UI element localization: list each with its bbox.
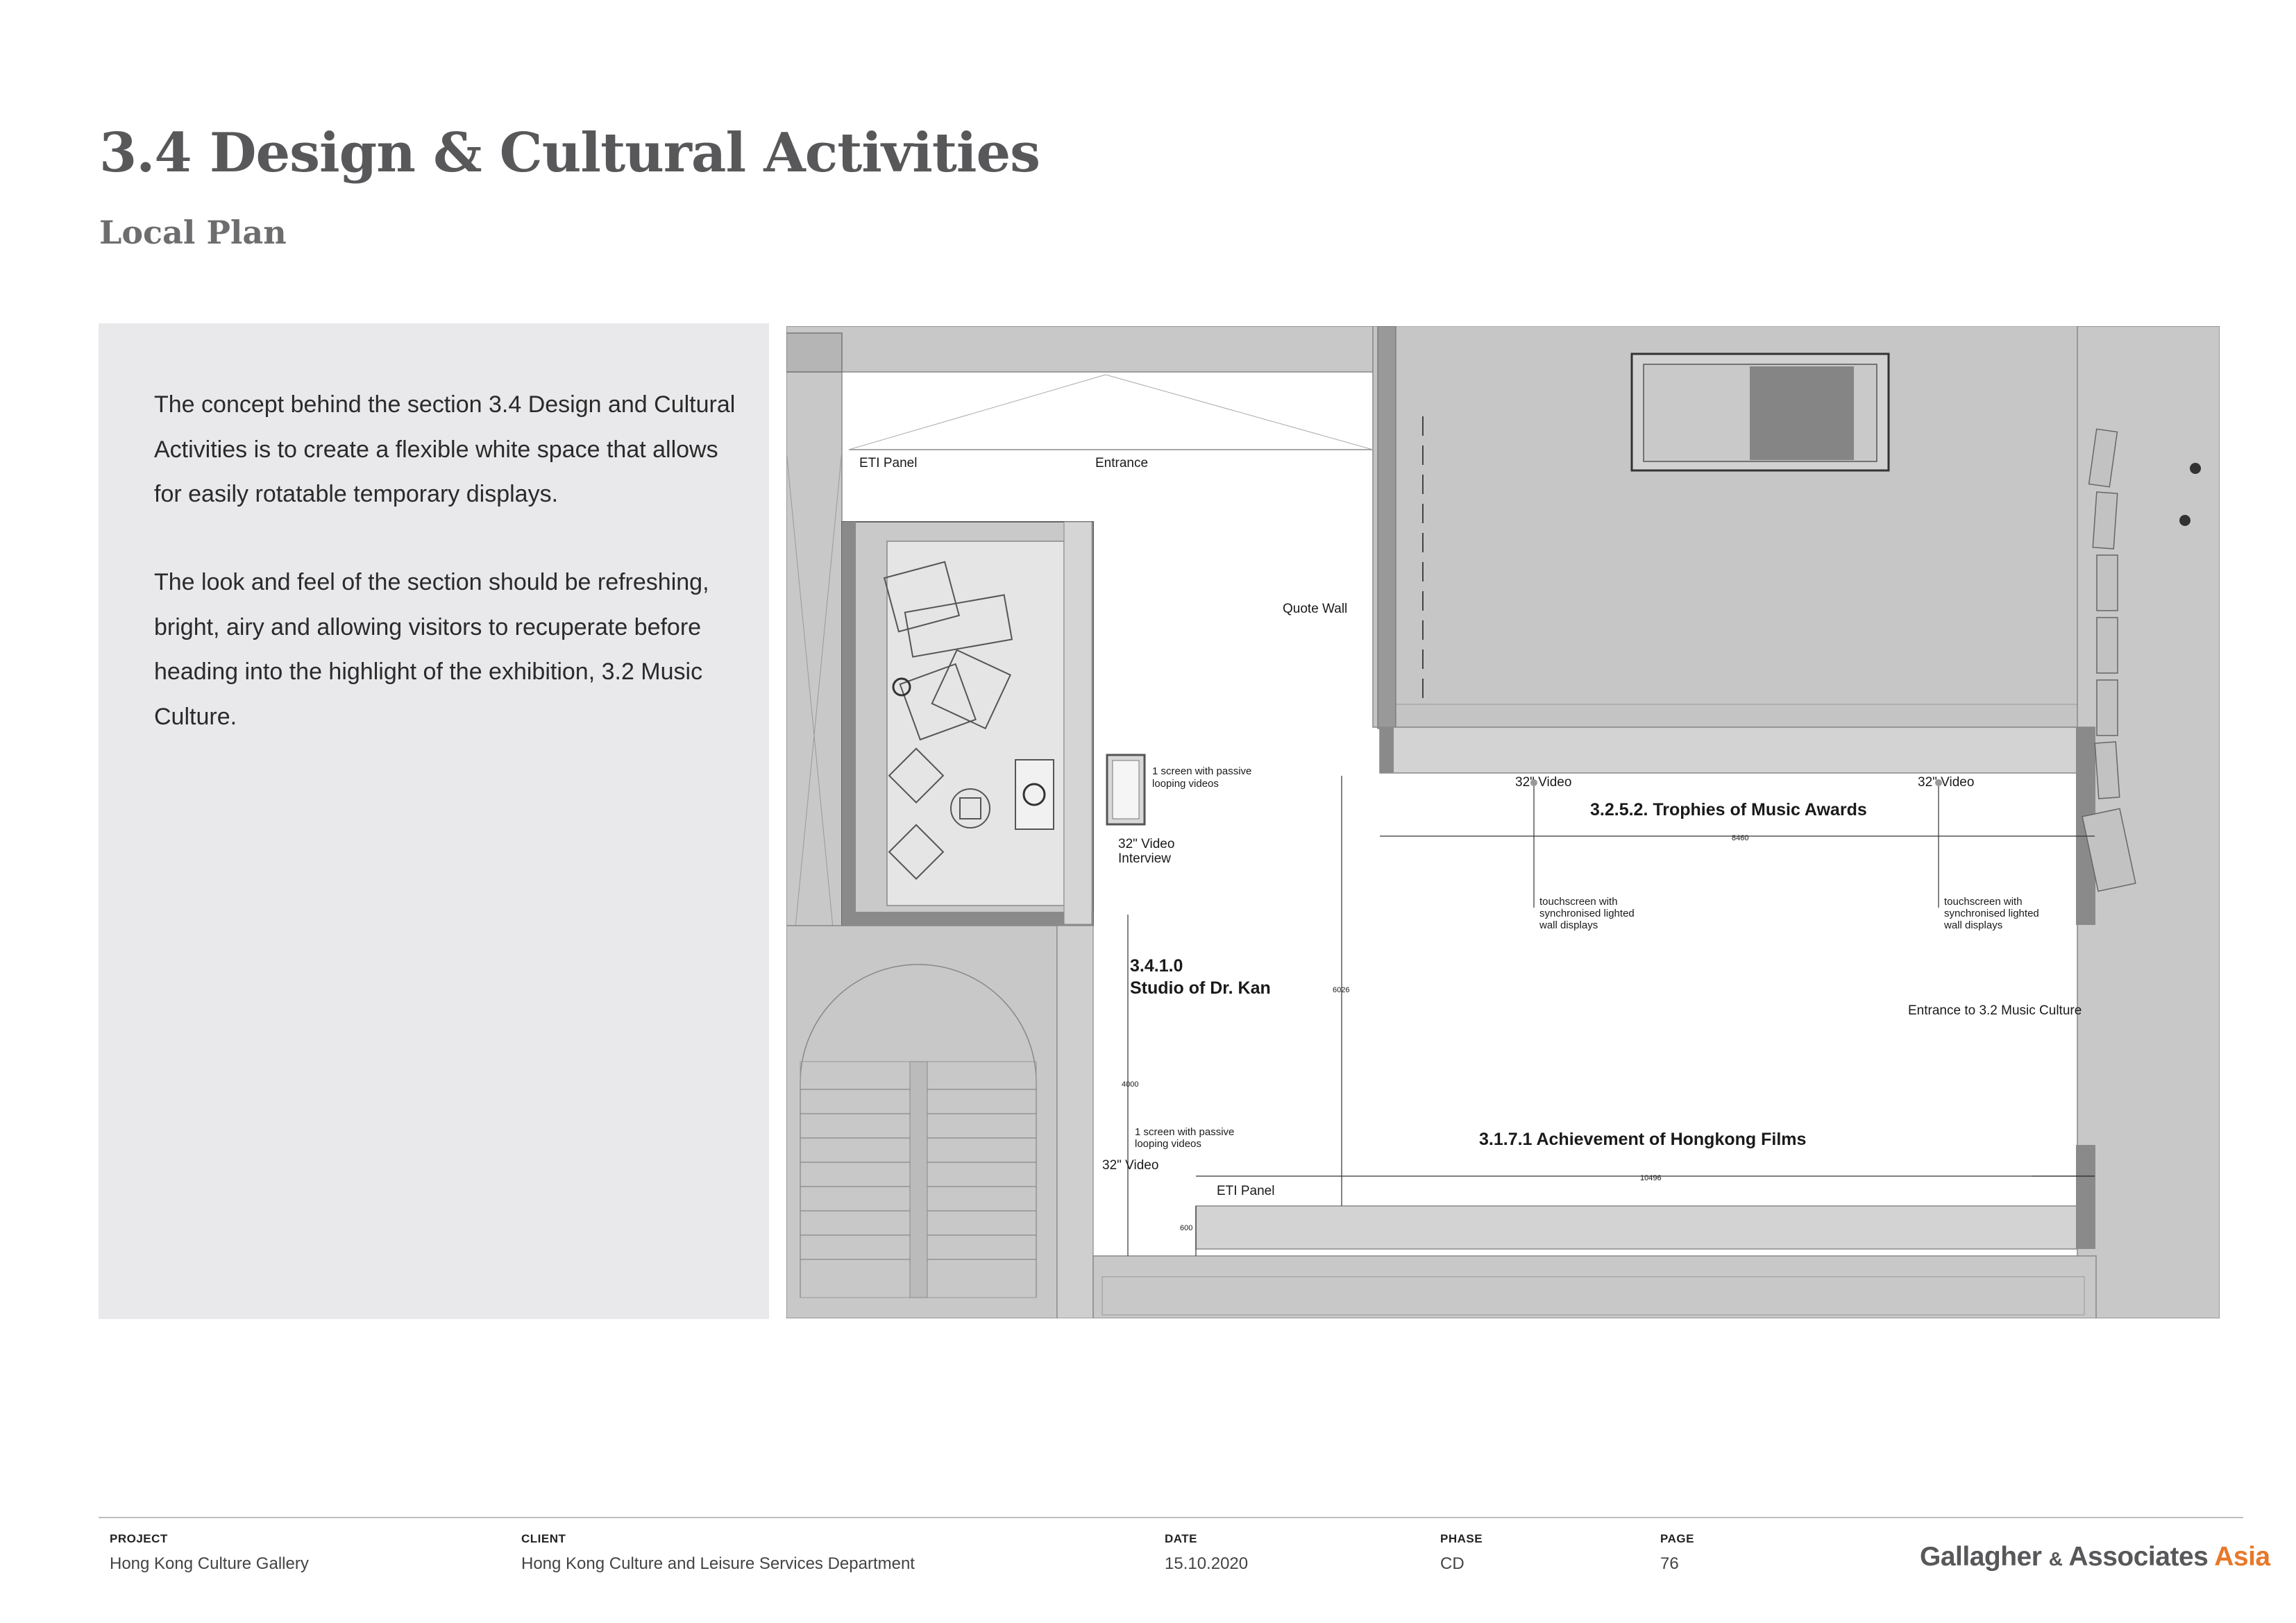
page-title: 3.4 Design & Cultural Activities — [99, 121, 1040, 185]
page-subtitle: Local Plan — [99, 214, 287, 251]
footer-phase-value: CD — [1440, 1554, 1464, 1573]
footer-project-label: PROJECT — [110, 1532, 168, 1545]
studio-number-label: 3.4.1.0 — [1130, 956, 1183, 976]
dim-600-label: 600 — [1180, 1224, 1193, 1232]
footer-date — [1165, 1532, 1248, 1574]
dim-10496-label: 10496 — [1640, 1174, 1662, 1182]
video-right-label: 32" Video — [1918, 775, 1975, 790]
brand-asia: Asia — [2214, 1542, 2270, 1572]
quote-wall-label: Quote Wall — [1283, 602, 1348, 616]
brand-ampersand: & — [2048, 1548, 2063, 1570]
description-paragraph-2: The look and feel of the section should be refreshing, bright, airy and allowing visitors to recuperate before heading into the highlight of the exhibition, 3.2 Music Culture. — [154, 569, 709, 730]
footer-project-value: Hong Kong Culture Gallery — [110, 1554, 309, 1573]
footer-page — [1660, 1532, 1694, 1574]
footer-phase-label: PHASE — [1440, 1532, 1483, 1545]
touch-2b-label: synchronised lighted — [1944, 908, 2039, 919]
footer-client — [521, 1532, 915, 1574]
screen-passive-label-2a: 1 screen with passive — [1135, 1126, 1235, 1138]
video-interview-label-2: Interview — [1118, 851, 1172, 866]
screen-passive-label-2b: looping videos — [1135, 1138, 1201, 1150]
studio-name-label: Studio of Dr. Kan — [1130, 978, 1271, 998]
footer-date-value: 15.10.2020 — [1165, 1554, 1249, 1573]
footer-phase — [1440, 1532, 1483, 1574]
touch-1a-label: touchscreen with — [1539, 896, 1618, 908]
description-paragraph-1: The concept behind the section 3.4 Design and Cultural Activities is to create a flexible white space that allows for easily rotatable temporary displays. — [154, 391, 736, 507]
brand-associates: Associates — [2068, 1542, 2209, 1572]
eti-panel-top-label: ETI Panel — [859, 456, 918, 470]
screen-passive-label-1a: 1 screen with passive — [1152, 765, 1252, 777]
footer-page-value: 76 — [1660, 1554, 1679, 1573]
dim-4000-label: 4000 — [1122, 1080, 1139, 1089]
brand-logo — [1920, 1542, 2270, 1572]
video-left-label: 32" Video — [1515, 775, 1572, 790]
video-interview-label-1: 32" Video — [1118, 837, 1175, 851]
touch-1c-label: wall displays — [1539, 919, 1598, 931]
eti-panel-bottom-label: ETI Panel — [1217, 1184, 1275, 1198]
dim-8460-label: 8460 — [1732, 834, 1749, 842]
brand-gallagher: Gallagher — [1920, 1542, 2042, 1572]
entrance-music-label: Entrance to 3.2 Music Culture — [1908, 1003, 2082, 1018]
touch-2a-label: touchscreen with — [1944, 896, 2023, 908]
footer-page-label: PAGE — [1660, 1532, 1694, 1545]
footer-client-value: Hong Kong Culture and Leisure Services Department — [521, 1554, 915, 1573]
footer-date-label: DATE — [1165, 1532, 1198, 1545]
touch-2c-label: wall displays — [1944, 919, 2003, 931]
entrance-label: Entrance — [1095, 456, 1149, 470]
floor-plan — [786, 326, 2220, 1318]
footer-divider — [99, 1517, 2243, 1518]
description-panel — [99, 323, 769, 1319]
touch-1b-label: synchronised lighted — [1539, 908, 1635, 919]
video-bottom-label: 32" Video — [1102, 1158, 1159, 1173]
dim-6026-label: 6026 — [1333, 986, 1350, 994]
footer-project — [110, 1532, 309, 1574]
trophies-label: 3.2.5.2. Trophies of Music Awards — [1590, 800, 1867, 819]
achievement-label: 3.1.7.1 Achievement of Hongkong Films — [1479, 1130, 1807, 1149]
footer-client-label: CLIENT — [521, 1532, 566, 1545]
screen-passive-label-1b: looping videos — [1152, 778, 1219, 790]
